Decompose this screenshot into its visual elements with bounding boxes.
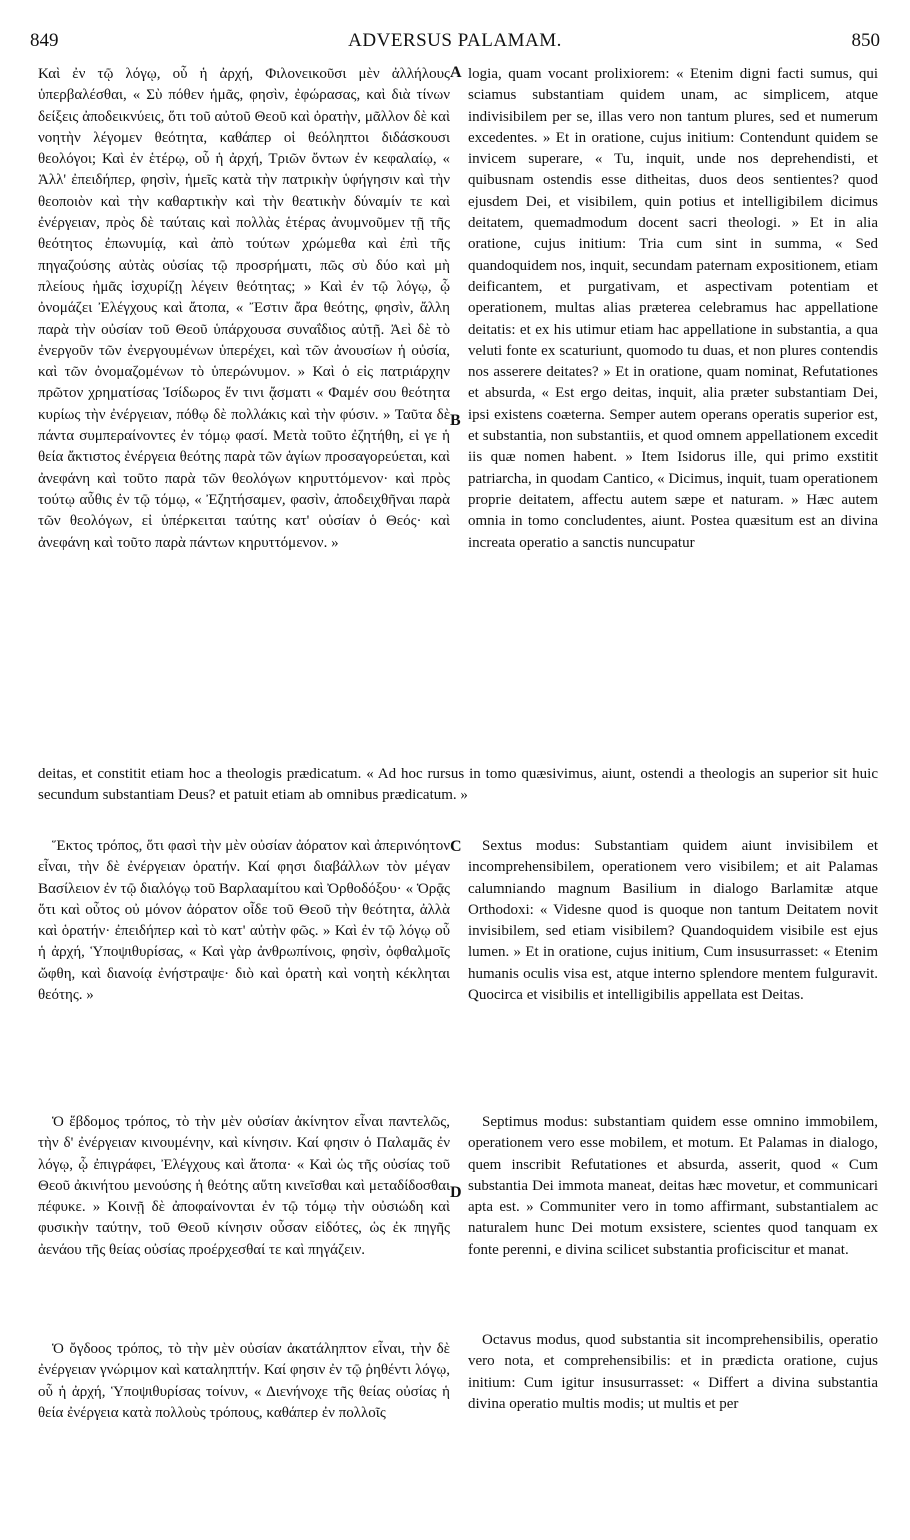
greek-paragraph-seventh-mode: Ὁ ἕβδομος τρόπος, τὸ τὴν μὲν οὐσίαν ἀκίνητον εἶναι παντελῶς, τὴν δ' ἐνέργειαν κινουμένην, καὶ κίνησιν. Καί φησιν ὁ Παλαμᾶς ἐν λόγῳ, ᾧ ἐπιγράφει, Ἐλέγχους καὶ ἄτοπα· « Καὶ ὡς τῆς οὐσίας τοῦ Θεοῦ ἀκινήτου μενούσης ἡ θεότης αὕτη κινεῖσθαι καὶ μεταδίδοσθαι πέφυκε. » Κοινῇ δὲ ἀποφαίνονται ἐν τῷ τόμῳ τὴν οὐσιώδη καὶ φυσικὴν ταύτην, τοῦ Θεοῦ κίνησιν οὖσαν εἰδότες, ὡς ἐκ πηγῆς ἀενάου τῆς θείας οὐσίας προέρχεσθαί τε καὶ πηγάζειν. [38, 1114, 450, 1258]
latin-column-block-3 [468, 1112, 878, 1261]
latin-column-block-1 [468, 64, 878, 554]
running-title: ADVERSUS PALAMAM. [348, 30, 562, 51]
column-number-right: 850 [851, 30, 880, 51]
page-header [30, 30, 880, 56]
greek-column-block-3 [38, 1112, 450, 1261]
fullwidth-paragraph: deitas, et constitit etiam hoc a theologis prædicatum. « Ad hoc rursus in tomo quæsivimus, aiunt, ostendi a theologis an superior sit huic secundum substantiam Deus? et patuit etiam ab omnibus prædicatum. » [38, 766, 878, 804]
section-marker-c: C [450, 838, 462, 855]
latin-paragraph-seventh-mode: Septimus modus: substantiam quidem esse omnino immobilem, operationem vero esse mobilem, et motum. Et Palamas in dialogo, quem inscribit Refutationes et absurda, asserit, quod « Cum substantia Dei immota maneat, deitas hæc movetur, et communicari apta est. » Communiter vero in tomo affirmant, substantialem ac naturalem hunc Dei motum exsistere, scientes quod tanquam ex fonte perenni, e divina scilicet substantia proficiscitur et manat. [468, 1114, 878, 1258]
greek-paragraph-sixth-mode: Ἕκτος τρόπος, ὅτι φασὶ τὴν μὲν οὐσίαν ἀόρατον καὶ ἀπερινόητον εἶναι, τὴν δὲ ἐνέργειαν ὁρατήν. Καί φησι διαβάλλων τὸν μέγαν Βασίλειον ἐν τῷ διαλόγῳ τοῦ Βαρλααμίτου καὶ Ὀρθοδόξου· « Ὁρᾷς ὅτι καὶ οὗτος οὐ μόνον ἀόρατον οἶδε τοῦ Θεοῦ τὴν θεότητα, ἀλλὰ καὶ ὁρατήν· ἐπειδήπερ καὶ τὸ κατ' αὐτὴν φῶς. » Καὶ ἐν τῷ λόγῳ οὗ ἡ ἀρχή, Ὑποψιθυρίσας, « Καὶ γὰρ ἀνθρωπίνοις, φησὶν, ὀφθαλμοῖς ὤφθη, καὶ διανοίᾳ ἐνήστραψε· διὸ καὶ ὁρατὴ καὶ νοητὴ κέκληται θεότης. » [38, 838, 450, 1004]
greek-paragraph-1: Καὶ ἐν τῷ λόγῳ, οὗ ἡ ἀρχή, Φιλονεικοῦσι μὲν ἀλλήλους ὑπερβαλέσθαι, « Σὺ πόθεν ἡμᾶς, φησὶν, ἐφώρασας, καὶ διὰ τίνων δείξεις ἀποδεικνύεις, ὅτι τοῦ αὐτοῦ Θεοῦ καὶ ὁρατὴν, μᾶλλον δὲ καὶ νοητὴν λέγομεν θεότητα, καθάπερ οἱ θεόληπτοι διδάσκουσι θεολόγοι; Καὶ ἐν ἑτέρῳ, οὗ ἡ ἀρχή, Τριῶν ὄντων ἐν κεφαλαίῳ, « Ἀλλ' ἐπειδήπερ, φησὶν, ἡμεῖς κατὰ τὴν πατρικὴν ὑφήγησιν καὶ τὴν θεοποιὸν καὶ τὴν καθαρτικὴν καὶ τὴν θεατικὴν δύναμίν τε καὶ ἐνέργειαν, πρὸς δὲ ταύταις καὶ πολλὰς ἑτέρας ἀνυμνοῦμεν τῇ τῆς θεότητος ἐπωνυμίᾳ, καὶ ἀπὸ τούτων χρώμεθα καὶ ἐπὶ τῆς πηγαζούσης αὐτὰς οὐσίας τῷ προσρήματι, πῶς σὺ δύο καὶ μὴ πλείους ἡμᾶς ἰσχυρίζῃ λέγειν θεότητας; » Καὶ ἐν τῷ λόγῳ, ᾧ ὀνομάζει Ἐλέγχους καὶ ἄτοπα, « Ἔστιν ἄρα θεότης, φησὶν, ἄλλη παρὰ τὴν οὐσίαν τοῦ Θεοῦ ὑπάρχουσα συναΐδιος αὐτῇ. Ἀεὶ δὲ τὸ ἐνεργοῦν τῶν ἐνεργουμένων ὑπερέχει, καὶ τῶν ἀνουσίων ἡ οὐσία, καὶ τῶν ὀνομαζομένων τὸ ὑπερώνυμον. » Καὶ ὁ εἰς πατριάρχην πρῶτον χρηματίσας Ἰσίδωρος ἔν τινι ᾄσματι « Φαμέν σου θεότητα κυρίως τὴν ἐνέργειαν, πόθῳ δὲ πολλάκις καὶ τὴν φύσιν. » Ταῦτα δὲ πάντα συμπεραίνοντες ἐν τόμῳ φασί. Μετὰ τοῦτο ἐζητήθη, εἰ γε ἡ θεία ἄκτιστος ἐνέργεια θεότης παρὰ τῶν ἁγίων προσαγορεύεται, καὶ ἀνεφάνη καὶ τοῦτο παρὰ τῶν θεολόγων κηρυττόμενον· καὶ πρὸς τούτῳ αὖθις ἐν τῷ τόμῳ, « Ἐζητήσαμεν, φασὶν, ἀποδειχθῆναι παρὰ τῶν θεολόγων, εἰ ὑπέρκειται ταύτης κατ' οὐσίαν ὁ Θεός· καὶ ἀνεφάνη καὶ τοῦτο παρὰ πάντων κηρυττόμενον. » [38, 66, 450, 551]
latin-column-block-4 [468, 1330, 878, 1415]
greek-column-block-2 [38, 836, 450, 1006]
latin-column-block-2 [468, 836, 878, 1006]
greek-paragraph-eighth-mode: Ὁ ὄγδοος τρόπος, τὸ τὴν μὲν οὐσίαν ἀκατάληπτον εἶναι, τὴν δὲ ἐνέργειαν γνώριμον καὶ καταληπτήν. Καί φησιν ἐν τῷ ῥηθέντι λόγῳ, οὗ ἡ ἀρχή, Ὑποψιθυρίσας τοίνυν, « Διενήνοχε τῆς θείας οὐσίας ἡ θεία ἐνέργεια κατὰ πολλοὺς τρόπους, καθάπερ ἐν πολλοῖς [38, 1341, 450, 1421]
column-number-left: 849 [30, 30, 59, 51]
section-marker-d: D [450, 1184, 462, 1201]
section-marker-b: B [450, 412, 461, 429]
section-marker-a: A [450, 64, 462, 81]
greek-column-block-1 [38, 64, 450, 554]
latin-paragraph-1: logia, quam vocant prolixiorem: « Etenim digni facti sumus, qui sciamus substantiam quidem unam, ac simplicem, atque indivisibilem per se, illas vero non tantum plures, sed et numerum excedentes. » Et in oratione, cujus initium: Contendunt quidem se invicem superare, « Tu, inquit, unde nos deprehendisti, et quibusnam ostendis esse ditheitas, duos deos sentientes? quod ejusdem Dei, et visibilem, quin potius et intelligibilem dicimus deitatem, quemadmodum docent sacri theologi. » Et in alia oratione, cujus initium: Tria cum sint in summa, « Sed quandoquidem nos, inquit, secundam paternam expositionem, etiam deificantem, et purgativam, et aspectivam potentiam et operationem, multas alias præterea celebramus hac appellatione deitatis: et ex his utimur etiam hac appellatione in substantia, a qua veluti fonte ex scaturiunt, quomodo tu duas, et non plures contendis nos asserere deitates? » Et in oratione, quam nominat, Refutationes et absurda, « Est ergo deitas, inquit, alia præter substantiam Dei, ipsi existens coæterna. Semper autem operans operatis superior est, et substantia, non substantiis, et quod omnem appellationem excedit iis quæ nomen habent. » Item Isidorus ille, qui primo exstitit patriarcha, in quodam Cantico, « Dicimus, inquit, tuam operationem proprie deitatem, affectu autem sæpe et naturam. » Hæc autem omnia in tomo concludentes, aiunt. Postea quæsitum est an divina increata operatio a sanctis nuncupatur [468, 66, 878, 551]
latin-paragraph-sixth-mode: Sextus modus: Substantiam quidem aiunt invisibilem et incomprehensibilem, operationem vero visibilem; et ait Palamas calumniando magnum Basilium in dialogo Barlamitæ atque Orthodoxi: « Videsne quod is quoque non tantum Deitatem novit invisibilem, sed etiam visibilem? Quandoquidem visibile est ejus lumen. » Et in oratione, cujus initium, Cum insusurrasset: « Etenim humanis oculis visa est, atque interno splendore mentem fulguravit. Quocirca et visibilis et intelligibilis appellata est Deitas. [468, 838, 878, 1004]
latin-paragraph-eighth-mode: Octavus modus, quod substantia sit incomprehensibilis, operatio vero nota, et comprehensibilis: et in prædicta oratione, cujus initium: Cum igitur insusurrasset: « Differt a divina substantia divina operatio multis modis; ut multis et per [468, 1332, 878, 1412]
greek-column-block-4 [38, 1339, 450, 1424]
